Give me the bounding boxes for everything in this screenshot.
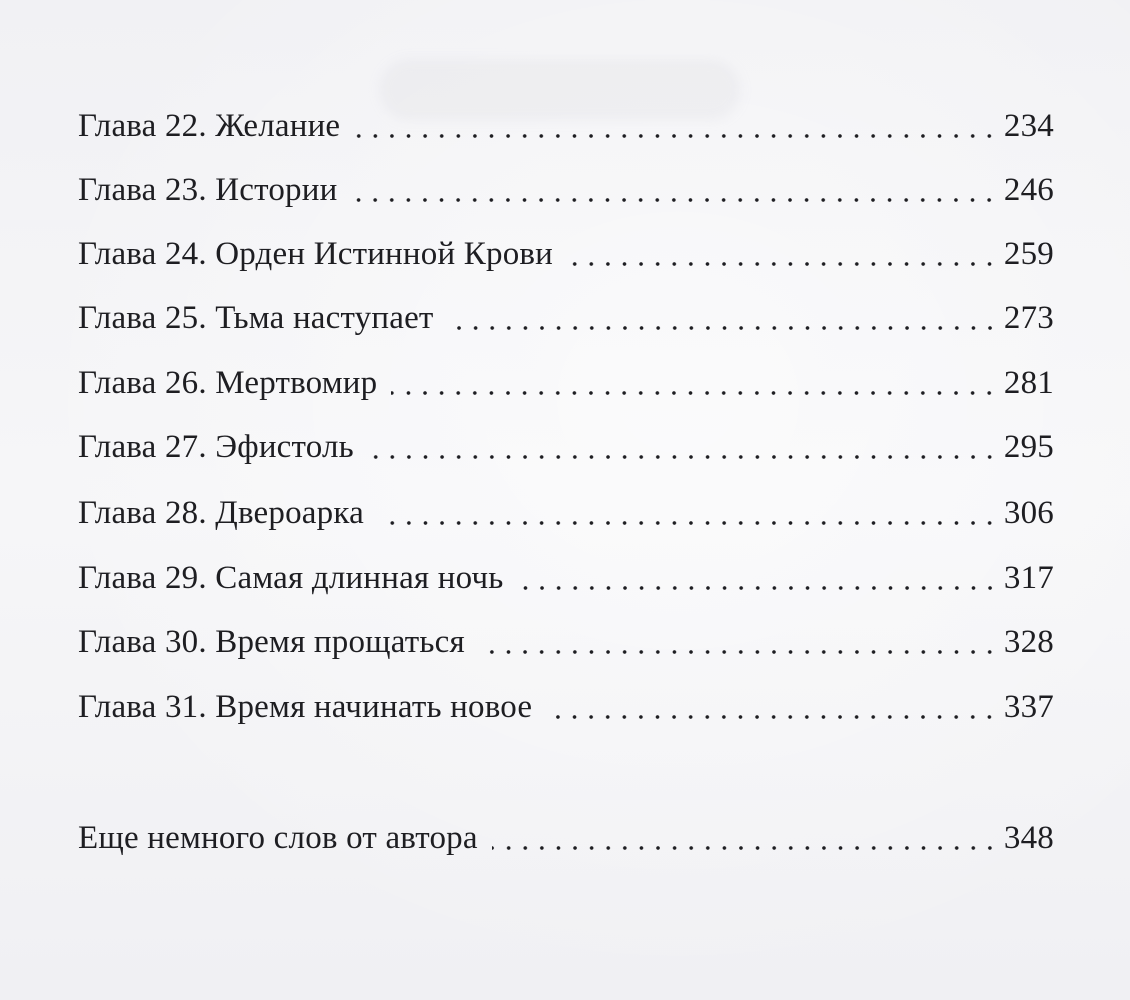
dot-leader xyxy=(448,324,998,332)
toc-entry-title: Глава 25. Тьма наступает xyxy=(78,300,434,336)
toc-entry-chapter-30 xyxy=(78,612,1054,672)
dot-leader xyxy=(567,260,998,268)
dot-leader xyxy=(479,648,998,656)
dot-leader xyxy=(518,584,998,592)
toc-entry-page-number: 317 xyxy=(1003,560,1054,596)
toc-entry-chapter-25 xyxy=(78,288,1054,348)
toc-entry-title: Глава 31. Время начинать новое xyxy=(78,689,533,725)
toc-entry-page-number: 306 xyxy=(1003,495,1054,531)
toc-entry-chapter-24 xyxy=(78,224,1054,284)
toc-entry-page-number: 259 xyxy=(1003,236,1054,272)
toc-entry-title: Глава 26. Мертвомир xyxy=(78,365,378,401)
dot-leader xyxy=(378,519,998,527)
dot-leader xyxy=(368,453,998,461)
toc-entry-page-number: 348 xyxy=(1003,820,1054,856)
toc-entry-chapter-29 xyxy=(78,548,1054,608)
toc-entry-chapter-22 xyxy=(78,96,1054,156)
dot-leader xyxy=(351,196,997,204)
dot-leader xyxy=(354,132,998,140)
toc-entry-afterword xyxy=(78,808,1054,868)
toc-entry-title: Глава 27. Эфистоль xyxy=(78,429,354,465)
toc-entry-title: Глава 24. Орден Истинной Крови xyxy=(78,236,554,272)
toc-entry-page-number: 281 xyxy=(1003,365,1054,401)
toc-entry-chapter-23 xyxy=(78,160,1054,220)
toc-entry-title: Глава 30. Время прощаться xyxy=(78,624,465,660)
toc-entry-page-number: 246 xyxy=(1003,172,1054,208)
toc-entry-page-number: 295 xyxy=(1003,429,1054,465)
toc-entry-title: Глава 29. Самая длинная ночь xyxy=(78,560,504,596)
toc-entry-chapter-28 xyxy=(78,483,1054,543)
toc-entry-title: Глава 23. Истории xyxy=(78,172,338,208)
dot-leader xyxy=(492,844,998,852)
toc-entry-chapter-27 xyxy=(78,417,1054,477)
toc-entry-page-number: 234 xyxy=(1003,108,1054,144)
toc-entry-chapter-31 xyxy=(78,677,1054,737)
toc-entry-chapter-26 xyxy=(78,353,1054,413)
toc-entry-title: Глава 28. Двероарка xyxy=(78,495,364,531)
toc-entry-title: Еще немного слов от автора xyxy=(78,820,478,856)
toc-entry-page-number: 328 xyxy=(1003,624,1054,660)
toc-entry-page-number: 273 xyxy=(1003,300,1054,336)
dot-leader xyxy=(546,713,998,721)
toc-entry-page-number: 337 xyxy=(1003,689,1054,725)
toc-entry-title: Глава 22. Желание xyxy=(78,108,341,144)
dot-leader xyxy=(391,389,998,397)
